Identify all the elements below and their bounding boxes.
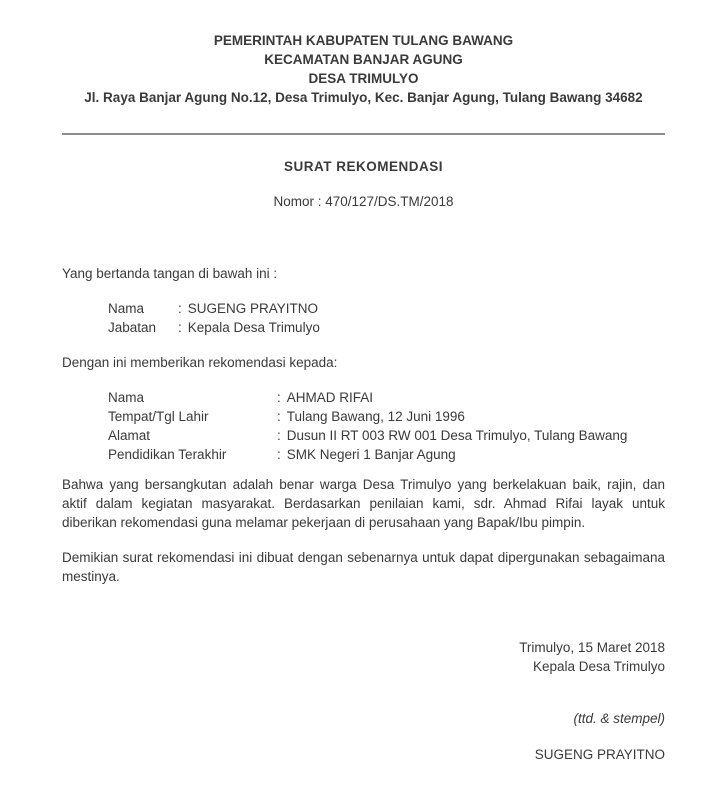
colon-separator: : [277, 447, 281, 462]
detail-value: Dusun II RT 003 RW 001 Desa Trimulyo, Tulang Bawang [286, 428, 628, 443]
detail-row-signer-name [108, 299, 665, 318]
letterhead-address: Jl. Raya Banjar Agung No.12, Desa Trimulyo, Kec. Banjar Agung, Tulang Bawang 34682 [84, 90, 643, 105]
detail-value: SMK Negeri 1 Banjar Agung [286, 447, 456, 462]
detail-row-recipient-education [108, 445, 665, 464]
signer-intro: Yang bertanda tangan di bawah ini : [62, 266, 278, 281]
colon-separator: : [178, 320, 182, 335]
detail-row-signer-position [108, 318, 665, 337]
letterhead [62, 31, 665, 107]
detail-label: Alamat [108, 428, 151, 443]
document-title: SURAT REKOMENDASI [283, 159, 443, 174]
detail-row-recipient-name [108, 388, 665, 407]
body-paragraph-1: Bahwa yang bersangkutan adalah benar warga Desa Trimulyo yang berkelakuan baik, rajin, dan aktif dalam kegiatan masyarakat. Berdasarkan penilaian kami, sdr. Ahmad Rifai layak untuk diberikan rekomendasi guna melamar pekerjaan di perusahaan yang Bapak/Ibu pimpin. [62, 477, 665, 530]
colon-separator: : [178, 301, 182, 316]
letterhead-government: PEMERINTAH KABUPATEN TULANG BAWANG [213, 33, 514, 48]
colon-separator: : [277, 390, 281, 405]
document-number: Nomor : 470/127/DS.TM/2018 [273, 194, 454, 209]
detail-label: Nama [108, 390, 145, 405]
letterhead-divider [62, 133, 665, 135]
signature-block [62, 638, 665, 764]
detail-label: Jabatan [108, 320, 157, 335]
detail-label: Nama [108, 301, 145, 316]
detail-value: SUGENG PRAYITNO [187, 301, 319, 316]
signature-place-date: Trimulyo, 15 Maret 2018 [519, 640, 665, 655]
letterhead-district: KECAMATAN BANJAR AGUNG [264, 52, 463, 67]
detail-label: Pendidikan Terakhir [108, 447, 227, 462]
detail-value: Kepala Desa Trimulyo [187, 320, 320, 335]
signer-details [108, 299, 665, 337]
detail-row-recipient-address [108, 426, 665, 445]
signature-name: SUGENG PRAYITNO [534, 747, 665, 762]
colon-separator: : [277, 428, 281, 443]
colon-separator: : [277, 409, 281, 424]
detail-row-recipient-birth [108, 407, 665, 426]
letterhead-village: DESA TRIMULYO [308, 71, 419, 86]
recipient-details [108, 388, 665, 464]
signature-stamp-note: (ttd. & stempel) [573, 711, 665, 726]
body-paragraph-2: Demikian surat rekomendasi ini dibuat dengan sebenarnya untuk dapat dipergunakan sebagaimana mestinya. [62, 550, 665, 584]
detail-label: Tempat/Tgl Lahir [108, 409, 209, 424]
detail-value: Tulang Bawang, 12 Juni 1996 [286, 409, 465, 424]
signature-position: Kepala Desa Trimulyo [532, 659, 665, 674]
detail-value: AHMAD RIFAI [286, 390, 374, 405]
recipient-intro: Dengan ini memberikan rekomendasi kepada: [62, 355, 338, 370]
